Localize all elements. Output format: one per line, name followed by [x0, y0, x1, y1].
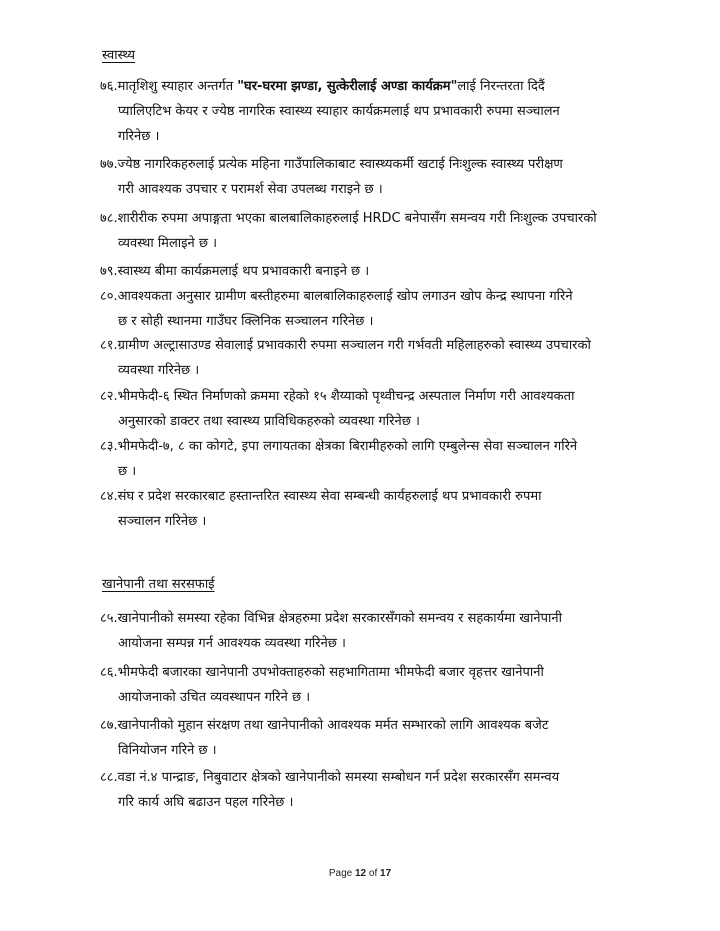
item-line: गरि कार्य अघि बढाउन पहल गरिनेछ । [118, 795, 294, 810]
item-line: ८८.वडा नं.४ पान्द्राङ, निबुवाटार क्षेत्रको खानेपानीको समस्या सम्बोधन गर्न प्रदेश सरकारसँग समन्वय [100, 770, 560, 785]
list-item-86 [100, 660, 678, 710]
item-line: ८३.भीमफेदी-७, ८ का कोगटे, इपा लगायतका क्षेत्रका बिरामीहरुको लागि एम्बुलेन्स सेवा सञ्चालन गरिने [100, 439, 578, 454]
item-line: ७७.ज्येष्ठ नागरिकहरुलाई प्रत्येक महिना गाउँपालिकाबाट स्वास्थ्यकर्मी खटाई निःशुल्क स्वास्थ्य परीक्षण [100, 157, 563, 172]
list-item-81 [100, 333, 678, 383]
list-item-84 [100, 484, 678, 534]
item-line: ८०.आवश्यकता अनुसार ग्रामीण बस्तीहरुमा बालबालिकाहरुलाई खोप लगाउन खोप केन्द्र स्थापना गरिने [100, 289, 573, 304]
item-line: अनुसारको डाक्टर तथा स्वास्थ्य प्राविधिकहरुको व्यवस्था गरिनेछ । [118, 414, 420, 429]
section-heading-health: स्वास्थ्य [102, 48, 136, 63]
item-line: ७८.शारीरीक रुपमा अपाङ्गता भएका बालबालिकाहरुलाई HRDC बनेपासँग समन्वय गरी निःशुल्क उपचारको [100, 211, 597, 226]
total-page-count: 17 [380, 868, 392, 879]
list-item-87 [100, 713, 678, 763]
list-item-78 [100, 206, 678, 256]
list-item-80 [100, 284, 678, 334]
list-item-79 [100, 259, 678, 284]
item-line: गरी आवश्यक उपचार र परामर्श सेवा उपलब्ध गराइने छ । [118, 182, 383, 197]
current-page-number: 12 [354, 868, 367, 879]
item-line: छ र सोही स्थानमा गाउँघर क्लिनिक सञ्चालन गरिनेछ । [118, 314, 374, 329]
item-line: विनियोजन गरिने छ । [118, 743, 217, 758]
list-item-76 [100, 74, 678, 149]
section-heading-water-sanitation: खानेपानी तथा सरसफाई [102, 577, 215, 592]
list-item-82 [100, 384, 678, 434]
item-line: आयोजना सम्पन्न गर्न आवश्यक व्यवस्था गरिनेछ । [118, 636, 346, 651]
item-line: ७६.मातृशिशु स्याहार अन्तर्गत "घर-घरमा झण्डा, सुत्केरीलाई अण्डा कार्यक्रम"लाई निरन्तरता दिदैं [100, 79, 545, 94]
list-item-85 [100, 606, 678, 656]
item-line: ८७.खानेपानीको मुहान संरक्षण तथा खानेपानीको आवश्यक मर्मत सम्भारको लागि आवश्यक बजेट [100, 718, 549, 733]
item-line: ८१.ग्रामीण अल्ट्रासाउण्ड सेवालाई प्रभावकारी रुपमा सञ्चालन गरी गर्भवती महिलाहरुको स्वास्थ्य उपचारको [100, 338, 591, 353]
item-line: गरिनेछ । [118, 129, 160, 144]
list-item-83 [100, 434, 678, 484]
item-line: आयोजनाको उचित व्यवस्थापन गरिने छ । [118, 690, 311, 705]
item-line: ७९.स्वास्थ्य बीमा कार्यक्रमलाई थप प्रभावकारी बनाइने छ । [100, 264, 370, 279]
item-line: ८६.भीमफेदी बजारका खानेपानी उपभोक्ताहरुको सहभागितामा भीमफेदी बजार वृहत्तर खानेपानी [100, 665, 544, 680]
list-item-77 [100, 152, 678, 202]
list-item-88 [100, 765, 678, 815]
item-line: ८५.खानेपानीको समस्या रहेका विभिन्न क्षेत्रहरुमा प्रदेश सरकारसँगको समन्वय र सहकार्यमा खानेपानी [100, 611, 562, 626]
page-number-footer: Page 12 of 17 [328, 868, 392, 879]
item-line: व्यवस्था मिलाइने छ । [118, 236, 218, 251]
item-line: ८४.संघ र प्रदेश सरकारबाट हस्तान्तरित स्वास्थ्य सेवा सम्बन्धी कार्यहरुलाई थप प्रभावकारी रुपमा [100, 489, 542, 504]
item-line: ८२.भीमफेदी-६ स्थित निर्माणको क्रममा रहेको १५ शैय्याको पृथ्वीचन्द्र अस्पताल निर्माण गरी आवश्यकता [100, 389, 575, 404]
item-line: सञ्चालन गरिनेछ । [118, 514, 207, 529]
item-line: प्यालिएटिभ केयर र ज्येष्ठ नागरिक स्वास्थ्य स्याहार कार्यक्रमलाई थप प्रभावकारी रुपमा सञ्चालन [118, 104, 560, 119]
item-line: छ । [118, 464, 137, 479]
item-line: व्यवस्था गरिनेछ । [118, 363, 200, 378]
program-name-bold: "घर-घरमा झण्डा, सुत्केरीलाई अण्डा कार्यक्रम" [237, 79, 458, 94]
